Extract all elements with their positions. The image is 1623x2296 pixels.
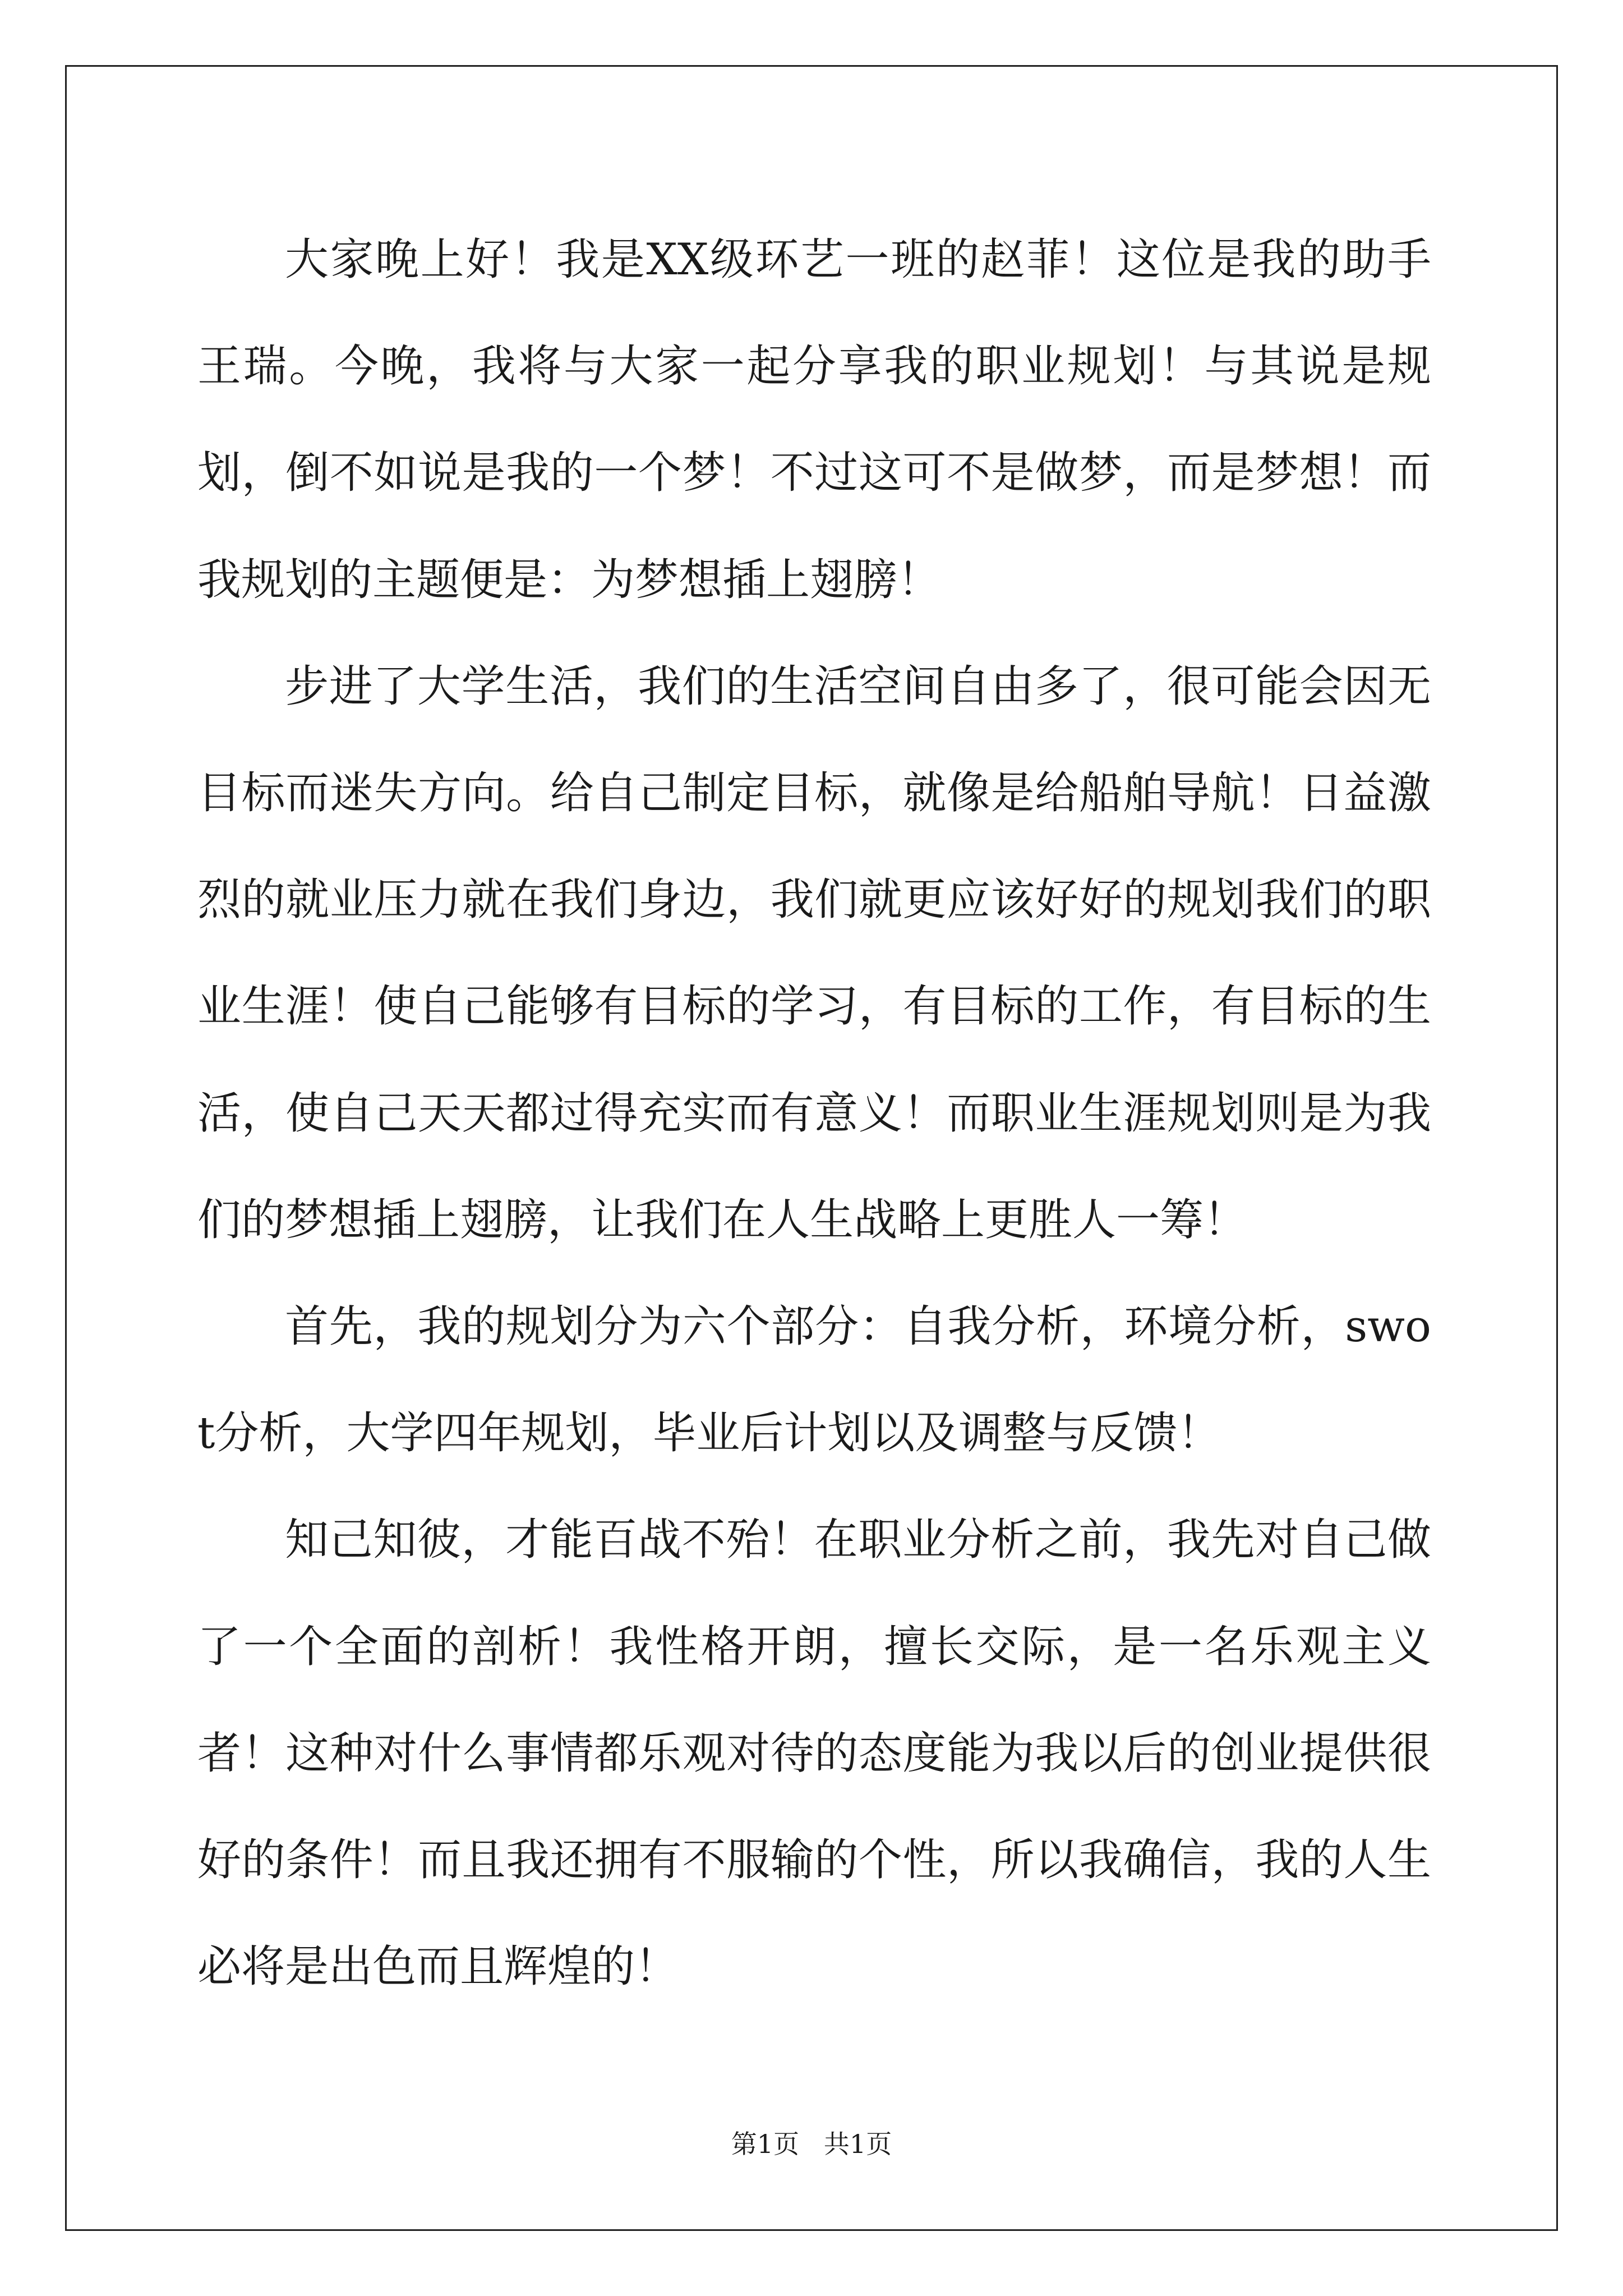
page-number-footer: 第1页 共1页 (731, 2129, 892, 2159)
document-body (197, 206, 1431, 2020)
paragraph-motivation: 步进了大学生活，我们的生活空间自由多了，很可能会因无目标而迷失方向。给自己制定目标，就像是给船舶导航！日益激烈的就业压力就在我们身边，我们就更应该好好的规划我们的职业生涯！使自己能够有目标的学习，有目标的工作，有目标的生活，使自己天天都过得充实而有意义！而职业生涯规划则是为我们的梦想插上翅膀，让我们在人生战略上更胜人一筹！ (197, 661, 1431, 1245)
paragraph-self-analysis: 知己知彼，才能百战不殆！在职业分析之前，我先对自己做了一个全面的剖析！我性格开朗，擅长交际，是一名乐观主义者！这种对什么事情都乐观对待的态度能为我以后的创业提供很好的条件！而且我还拥有不服输的个性，所以我确信，我的人生必将是出色而且辉煌的！ (197, 1515, 1431, 1993)
paragraph-outline: 首先，我的规划分为六个部分：自我分析，环境分析，swot分析，大学四年规划，毕业后计划以及调整与反馈！ (197, 1301, 1431, 1459)
paragraph-intro: 大家晚上好！我是XX级环艺一班的赵菲！这位是我的助手王瑞。今晚，我将与大家一起分享我的职业规划！与其说是规划，倒不如说是我的一个梦！不过这可不是做梦，而是梦想！而我规划的主题便是：为梦想插上翅膀！ (197, 234, 1431, 605)
